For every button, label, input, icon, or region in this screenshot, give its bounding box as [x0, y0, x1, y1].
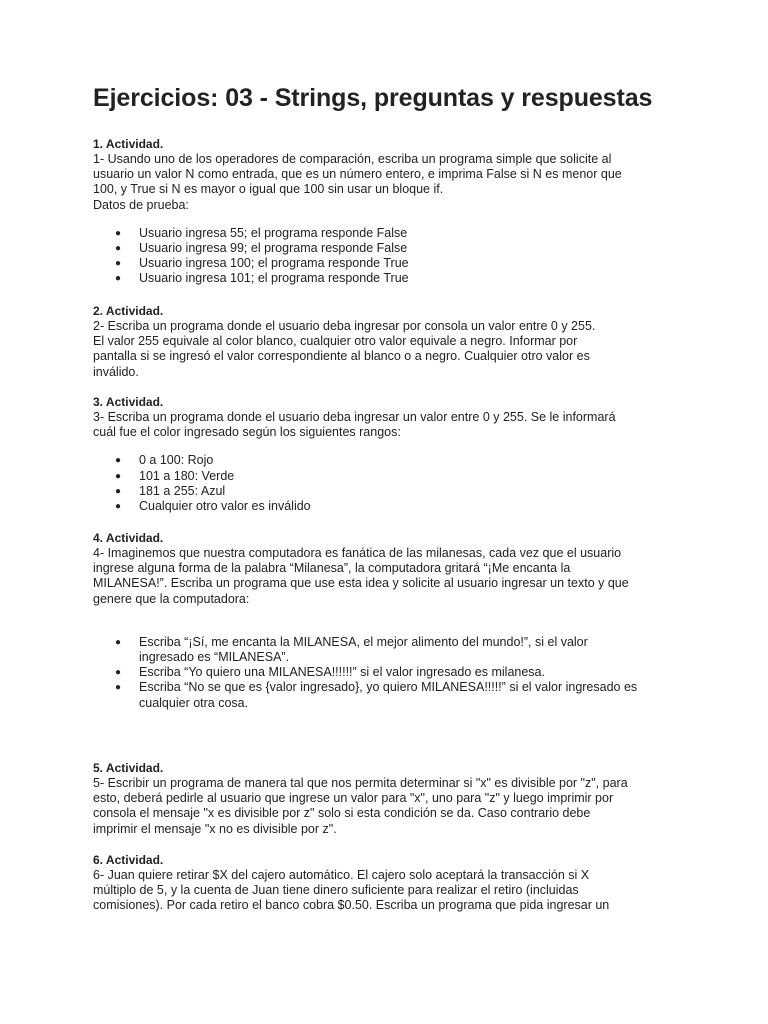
- activity-heading: 5. Actividad.: [93, 761, 164, 775]
- bullet-icon: ●: [115, 500, 122, 512]
- list-item: ● Escriba “Yo quiero una MILANESA!!!!!!” si el valor ingresado es milanesa.: [115, 665, 545, 680]
- list-item: ● 181 a 255: Azul: [115, 483, 226, 498]
- activity-text: [93, 546, 693, 607]
- bullet-icon: ●: [115, 470, 122, 482]
- activity-heading: 1. Actividad.: [93, 137, 164, 151]
- list-item: ● 101 a 180: Verde: [115, 468, 235, 483]
- response-list: [93, 635, 693, 711]
- text-line: El valor 255 equivale al color blanco, cualquier otro valor equivale a negro. Informar por: [93, 334, 578, 349]
- activity-text: [93, 152, 693, 213]
- list-item: ● Usuario ingresa 101; el programa responde True: [115, 271, 409, 286]
- text-line: 4- Imaginemos que nuestra computadora es fanática de las milanesas, cada vez que el usuario: [93, 546, 622, 560]
- text-line: Datos de prueba:: [93, 197, 189, 212]
- text-line: 3- Escriba un programa donde el usuario deba ingresar un valor entre 0 y 255. Se le informará: [93, 410, 616, 424]
- activity-heading: 3. Actividad.: [93, 395, 164, 409]
- text-line: imprimir el mensaje "x no es divisible por z".: [93, 821, 337, 836]
- list-item: ● 0 a 100: Rojo: [115, 453, 214, 468]
- bullet-icon: ●: [115, 682, 122, 694]
- activity-1: [93, 137, 693, 287]
- text-line: ingrese alguna forma de la palabra “Milanesa”, la computadora gritará “¡Me encanta la: [93, 561, 571, 576]
- text-line: pantalla si se ingresó el valor correspondiente al blanco o a negro. Cualquier otro valor es: [93, 349, 590, 364]
- text-line: cuál fue el color ingresado según los siguientes rangos:: [93, 425, 401, 440]
- text-line: MILANESA!”. Escriba un programa que use esta idea y solicite al usuario ingresar un texto y que: [93, 576, 629, 591]
- text-line: 2- Escriba un programa donde el usuario deba ingresar por consola un valor entre 0 y 255.: [93, 319, 596, 333]
- bullet-icon: ●: [115, 258, 122, 270]
- activity-6: [93, 853, 693, 914]
- color-range-list: [93, 453, 693, 514]
- test-data-list: [93, 226, 693, 287]
- bullet-icon: ●: [115, 227, 122, 239]
- activity-text: [93, 319, 693, 380]
- list-item: ● Escriba “¡Sí, me encanta la MILANESA, el mejor alimento del mundo!”, si el valor ingresado es “MILANESA”.: [115, 634, 588, 664]
- activity-heading: 4. Actividad.: [93, 531, 164, 545]
- activity-text: [93, 776, 693, 837]
- activity-heading: 2. Actividad.: [93, 304, 164, 318]
- text-line: consola el mensaje "x es divisible por z" solo si esta condición se da. Caso contrario debe: [93, 806, 591, 821]
- text-line: inválido.: [93, 364, 139, 379]
- text-line: 6- Juan quiere retirar $X del cajero automático. El cajero solo aceptará la transacción si X: [93, 868, 590, 882]
- text-line: comisiones). Por cada retiro el banco cobra $0.50. Escriba un programa que pida ingresar un: [93, 898, 610, 913]
- text-line: 1- Usando uno de los operadores de comparación, escriba un programa simple que solicite al: [93, 152, 612, 166]
- text-line: genere que la computadora:: [93, 591, 250, 606]
- list-item: ● Escriba “No se que es {valor ingresado}, yo quiero MILANESA!!!!!” si el valor ingresado es cualquier otra cosa.: [115, 680, 638, 710]
- list-item: ● Cualquier otro valor es inválido: [115, 498, 311, 513]
- bullet-icon: ●: [115, 667, 122, 679]
- bullet-icon: ●: [115, 636, 122, 648]
- text-line: múltiplo de 5, y la cuenta de Juan tiene dinero suficiente para realizar el retiro (incluidas: [93, 883, 579, 898]
- activity-text: [93, 868, 693, 914]
- activity-5: [93, 761, 693, 837]
- list-item: ● Usuario ingresa 99; el programa responde False: [115, 240, 408, 255]
- bullet-icon: ●: [115, 273, 122, 285]
- list-item: ● Usuario ingresa 100; el programa responde True: [115, 256, 409, 271]
- activity-heading: 6. Actividad.: [93, 853, 164, 867]
- page-title: Ejercicios: 03 - Strings, preguntas y respuestas: [93, 84, 653, 112]
- activity-4: [93, 531, 693, 711]
- activity-2: [93, 304, 693, 380]
- text-line: usuario un valor N como entrada, que es un número entero, e imprima False si N es menor que: [93, 167, 622, 182]
- bullet-icon: ●: [115, 455, 122, 467]
- activity-text: [93, 410, 693, 440]
- activity-3: [93, 395, 693, 514]
- text-line: 5- Escribir un programa de manera tal que nos permita determinar si "x" es divisible por "z", para: [93, 776, 628, 790]
- list-item: ● Usuario ingresa 55; el programa responde False: [115, 225, 408, 240]
- text-line: 100, y True si N es mayor o igual que 100 sin usar un bloque if.: [93, 182, 444, 197]
- bullet-icon: ●: [115, 485, 122, 497]
- text-line: esto, deberá pedirle al usuario que ingrese un valor para "x", uno para "z" y luego imprimir por: [93, 791, 614, 806]
- bullet-icon: ●: [115, 242, 122, 254]
